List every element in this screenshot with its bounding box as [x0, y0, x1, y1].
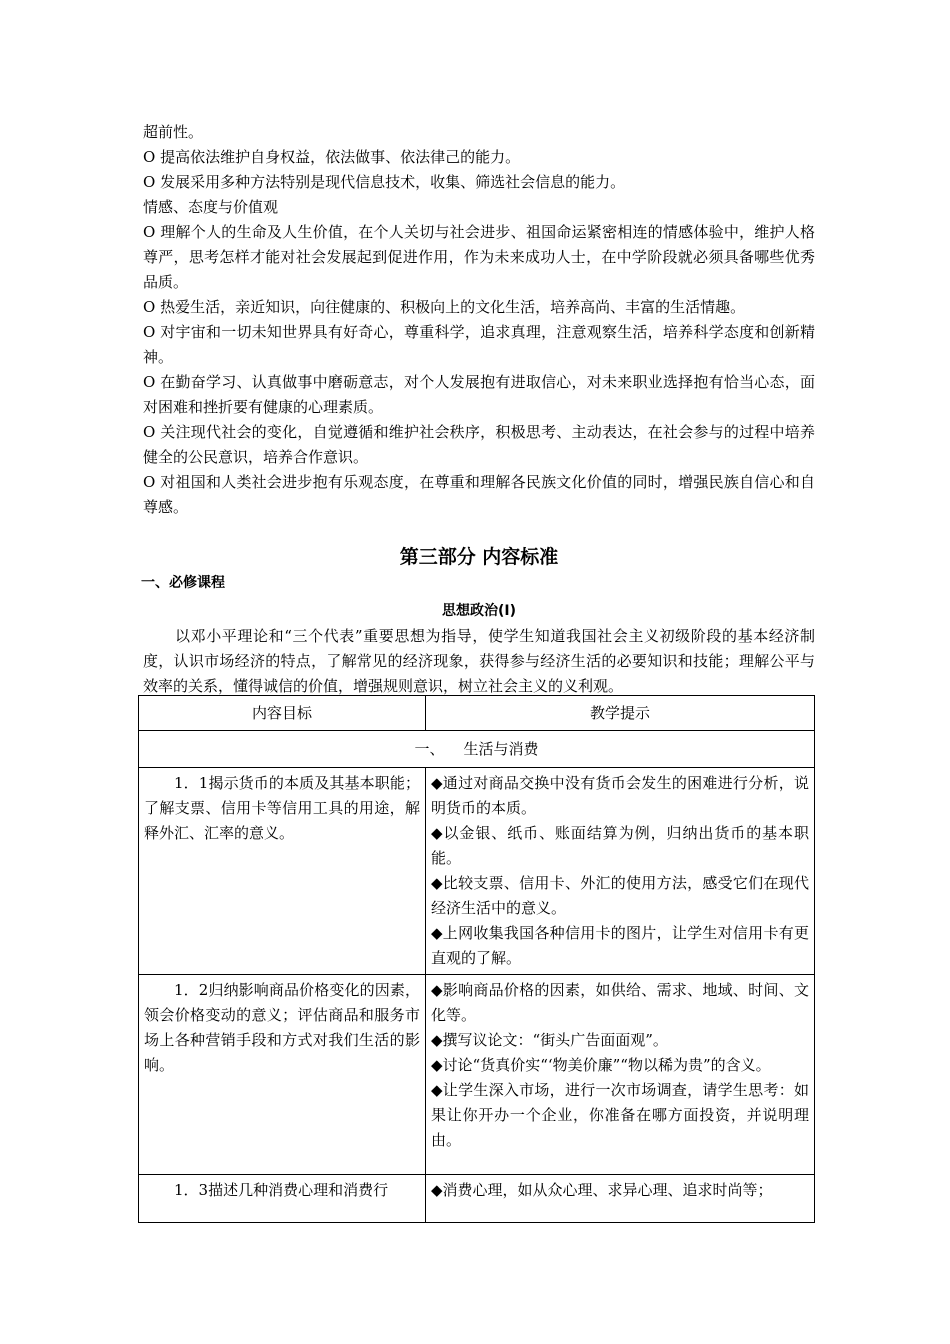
hint-cell — [426, 1175, 815, 1223]
hint-item: ◆讨论“货真价实“‘物美价廉”“物以稀为贵”的含义。 — [431, 1056, 771, 1074]
header-content-goal: 内容目标 — [139, 696, 426, 731]
sub-title: 一、必修课程 — [141, 575, 225, 591]
table-row — [139, 1175, 815, 1223]
hint-item: ◆消费心理，如从众心理、求异心理、追求时尚等； — [431, 1181, 773, 1199]
hint-item: ◆上网收集我国各种信用卡的图片，让学生对信用卡有更直观的了解。 — [431, 924, 809, 967]
goal-cell: 1．1揭示货币的本质及其基本职能；了解支票、信用卡等信用工具的用途，解释外汇、汇率的意义。 — [139, 768, 426, 975]
hint-item: ◆让学生深入市场，进行一次市场调查，请学生思考：如果让你开办一个企业，你准备在哪方面投资，并说明理由。 — [431, 1081, 809, 1149]
section-title: 第三部分 内容标准 — [399, 546, 559, 568]
paragraph: O 提高依法维护自身权益，依法做事、依法律己的能力。 — [143, 148, 521, 166]
section-heading: 一、 生活与消费 — [139, 731, 815, 768]
hint-item: ◆比较支票、信用卡、外汇的使用方法，感受它们在现代经济生活中的意义。 — [431, 874, 809, 917]
hint-cell — [426, 768, 815, 975]
hint-cell — [426, 975, 815, 1175]
paragraph: O 在勤奋学习、认真做事中磨砺意志，对个人发展抱有进取信心，对未来职业选择抱有恰当心态，面对困难和挫折要有健康的心理素质。 — [143, 373, 815, 416]
table-row — [139, 768, 815, 975]
paragraph: O 热爱生活，亲近知识，向往健康的、积极向上的文化生活，培养高尚、丰富的生活情趣。 — [143, 298, 746, 316]
course-title: 思想政治(Ⅰ) — [441, 603, 516, 619]
paragraph: O 对宇宙和一切未知世界具有好奇心，尊重科学，追求真理，注意观察生活，培养科学态度和创新精神。 — [143, 323, 815, 366]
header-teaching-hint: 教学提示 — [426, 696, 815, 731]
goal-cell: 1．2归纳影响商品价格变化的因素，领会价格变动的意义；评估商品和服务市场上各种营销手段和方式对我们生活的影响。 — [139, 975, 426, 1175]
paragraph: 超前性。 — [143, 123, 204, 141]
table-row — [139, 975, 815, 1175]
table-section-row — [139, 731, 815, 768]
paragraph: O 关注现代社会的变化，自觉遵循和维护社会秩序，积极思考、主动表达，在社会参与的过程中培养健全的公民意识，培养合作意识。 — [143, 423, 815, 466]
paragraph: 情感、态度与价值观 — [143, 198, 279, 216]
hint-item: ◆通过对商品交换中没有货币会发生的困难进行分析，说明货币的本质。 — [431, 774, 809, 817]
paragraph: O 发展采用多种方法特别是现代信息技术，收集、筛选社会信息的能力。 — [143, 173, 626, 191]
hint-item: ◆撰写议论文：“街头广告面面观”。 — [431, 1031, 668, 1049]
paragraph: O 对祖国和人类社会进步抱有乐观态度，在尊重和理解各民族文化价值的同时，增强民族自信心和自尊感。 — [143, 473, 815, 516]
hint-item: ◆以金银、纸币、账面结算为例，归纳出货币的基本职能。 — [431, 824, 809, 867]
paragraph: O 理解个人的生命及人生价值，在个人关切与社会进步、祖国命运紧密相连的情感体验中，维护人格尊严，思考怎样才能对社会发展起到促进作用，作为未来成功人士，在中学阶段就必须具备哪些优秀品质。 — [143, 223, 815, 291]
hint-item: ◆影响商品价格的因素，如供给、需求、地域、时间、文化等。 — [431, 981, 809, 1024]
table-header-row — [139, 696, 815, 731]
goal-cell: 1．3描述几种消费心理和消费行 — [139, 1175, 426, 1223]
page-body — [143, 120, 815, 699]
content-standard-table — [138, 695, 815, 1223]
intro-paragraph: 以邓小平理论和“三个代表”重要思想为指导，使学生知道我国社会主义初级阶段的基本经济制度，认识市场经济的特点，了解常见的经济现象，获得参与经济生活的必要知识和技能；理解公平与效率的关系，懂得诚信的价值，增强规则意识，树立社会主义的义利观。 — [143, 627, 815, 695]
